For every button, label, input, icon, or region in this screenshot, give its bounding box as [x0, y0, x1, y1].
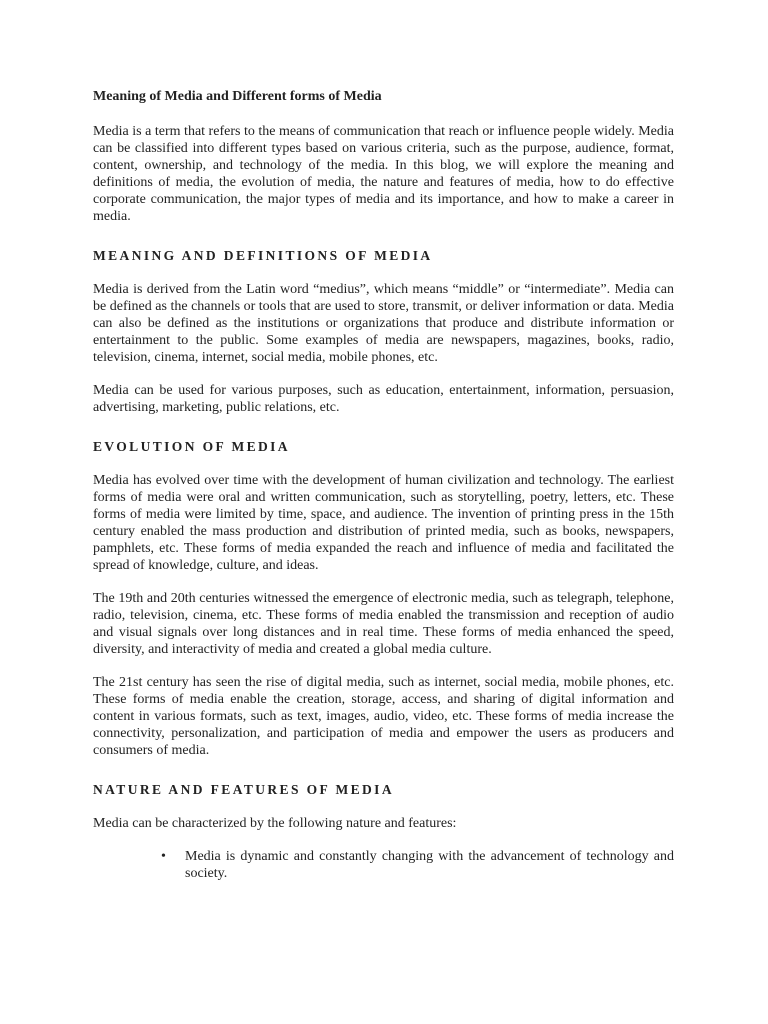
paragraph: Media is derived from the Latin word “medius”, which means “middle” or “intermediate”. Media can be defined as the channels or tools that are used to store, transmit, or deliver information or data. Media can also be defined as the institutions or organizations that produce and distribute information or entertainment to the public. Some examples of media are newspapers, magazines, books, radio, television, cinema, internet, social media, mobile phones, etc.: [93, 282, 674, 365]
features-list: [93, 848, 674, 882]
bullet-icon: •: [161, 849, 166, 864]
paragraph: The 19th and 20th centuries witnessed the emergence of electronic media, such as telegraph, telephone, radio, television, cinema, etc. These forms of media enabled the transmission and reception of audio and visual signals over long distances and in real time. These forms of media enhanced the speed, diversity, and interactivity of media and created a global media culture.: [93, 591, 674, 657]
list-item: [161, 848, 674, 882]
paragraph: Media has evolved over time with the development of human civilization and technology. The earliest forms of media were oral and written communication, such as storytelling, poetry, letters, etc. These forms of media were limited by time, space, and audience. The invention of printing press in the 15th century enabled the mass production and distribution of printed media, such as books, newspapers, pamphlets, etc. These forms of media expanded the reach and influence of media and facilitated the spread of knowledge, culture, and ideas.: [93, 473, 674, 573]
paragraph: Media can be characterized by the following nature and features:: [93, 816, 457, 831]
section-heading-evolution: EVOLUTION OF MEDIA: [93, 439, 290, 454]
section-heading-nature: NATURE AND FEATURES OF MEDIA: [93, 782, 394, 797]
document-title: Meaning of Media and Different forms of Media: [93, 89, 382, 104]
paragraph: The 21st century has seen the rise of digital media, such as internet, social media, mobile phones, etc. These forms of media enable the creation, storage, access, and sharing of digital information and content in various formats, such as text, images, audio, video, etc. These forms of media increase the connectivity, personalization, and participation of media and empower the users as producers and consumers of media.: [93, 675, 674, 758]
intro-paragraph: Media is a term that refers to the means of communication that reach or influence people widely. Media can be classified into different types based on various criteria, such as the purpose, audience, format, content, ownership, and technology of the media. In this blog, we will explore the meaning and definitions of media, the evolution of media, the nature and features of media, how to do effective corporate communication, the major types of media and its importance, and how to make a career in media.: [93, 124, 674, 224]
paragraph: Media can be used for various purposes, such as education, entertainment, information, persuasion, advertising, marketing, public relations, etc.: [93, 383, 674, 415]
list-item-text: Media is dynamic and constantly changing with the advancement of technology and society.: [185, 849, 674, 881]
section-heading-meaning: MEANING AND DEFINITIONS OF MEDIA: [93, 248, 433, 263]
